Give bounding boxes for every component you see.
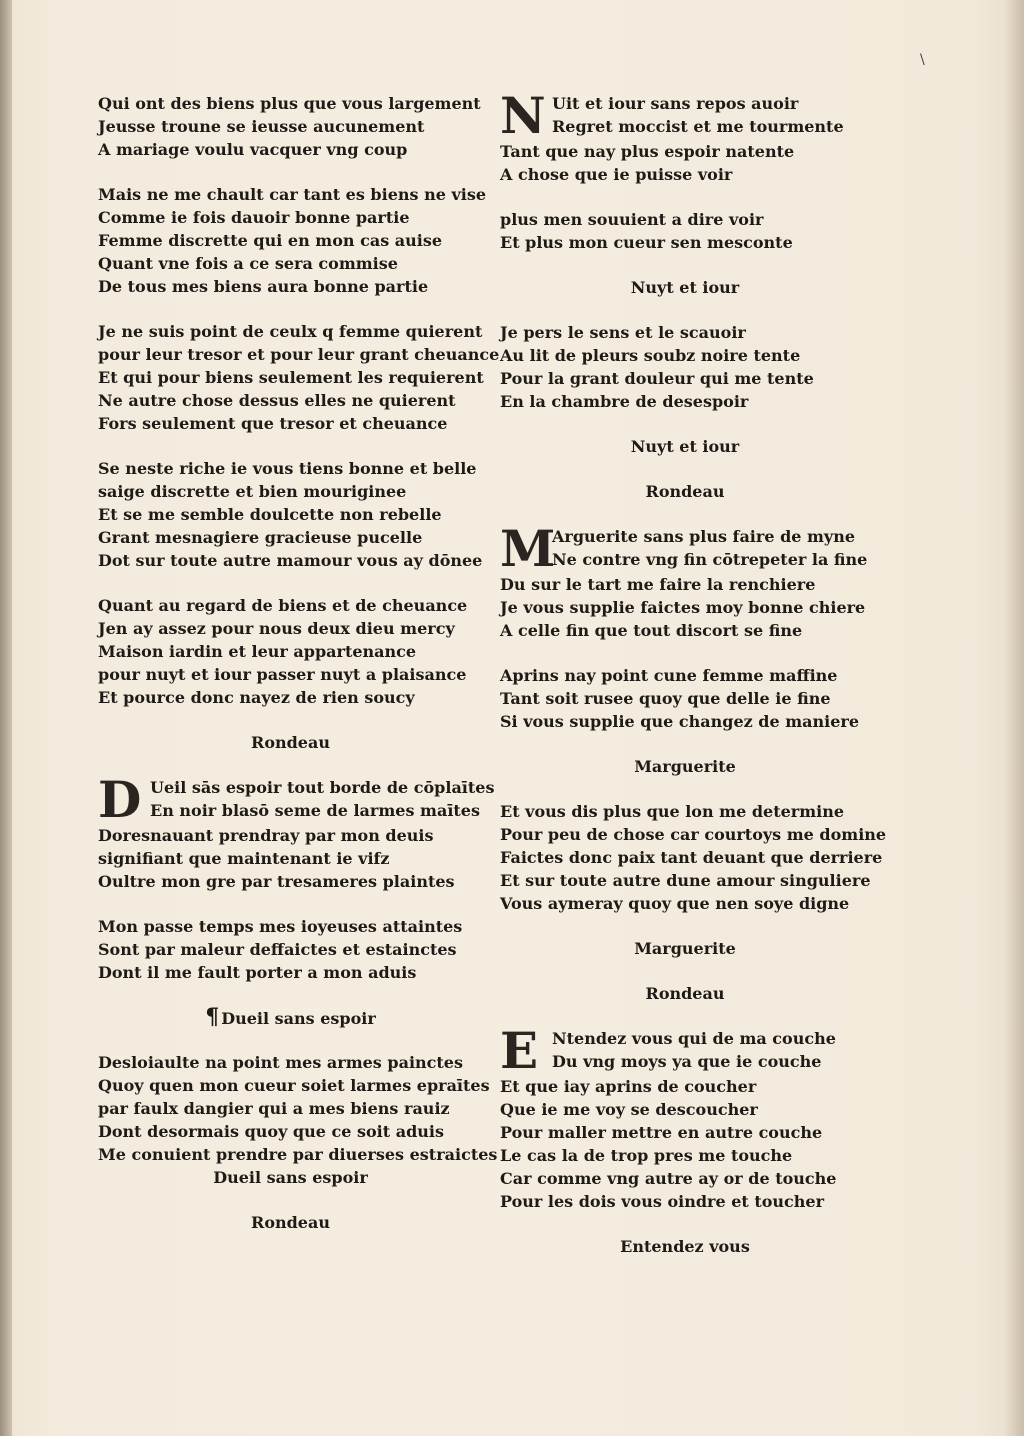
verse-line: Mais ne me chault car tant es biens ne vise xyxy=(98,185,487,204)
verse-line: Ntendez vous qui de ma couche xyxy=(552,1029,836,1048)
verse-line: Tant soit rusee quoy que delle ie fine xyxy=(500,689,831,708)
verse-line: Et vous dis plus que lon me determine xyxy=(500,802,845,821)
stanza xyxy=(98,457,483,572)
refrain: Dueil sans espoir xyxy=(213,1168,368,1187)
stanza xyxy=(98,320,500,435)
stanza xyxy=(500,1075,870,1213)
verse-line: Du sur le tart me faire la renchiere xyxy=(500,575,816,594)
stanza xyxy=(500,800,887,915)
verse-line: Dont il me fault porter a mon aduis xyxy=(98,963,417,982)
verse-line: Jen ay assez pour nous deux dieu mercy xyxy=(98,619,455,638)
section-heading: Rondeau xyxy=(645,984,725,1003)
verse-line: plus men souuient a dire voir xyxy=(500,210,764,229)
verse-line: En noir blasō seme de larmes maītes xyxy=(150,801,480,820)
drop-cap-initial: D xyxy=(98,770,142,829)
stanza xyxy=(98,915,483,984)
verse-line: Ueil sās espoir tout borde de cōplaītes xyxy=(150,778,495,797)
verse-line: Je ne suis point de ceulx q femme quierent xyxy=(98,322,483,341)
pilcrow-icon: ¶ xyxy=(205,1004,220,1030)
section-heading: Rondeau xyxy=(251,733,330,752)
rondeau-opening xyxy=(98,770,495,829)
drop-cap-initial: E xyxy=(500,1021,539,1080)
verse-line: Pour maller mettre en autre couche xyxy=(500,1123,823,1142)
verse-line: Pour peu de chose car courtoys me domine xyxy=(500,825,887,844)
verse-line: Je pers le sens et le scauoir xyxy=(500,323,746,342)
verse-line: Car comme vng autre ay or de touche xyxy=(500,1169,837,1188)
verse-line: Dot sur toute autre mamour vous ay dōnee xyxy=(98,551,483,570)
verse-line: Dont desormais quoy que ce soit aduis xyxy=(98,1122,444,1141)
verse-line: Se neste riche ie vous tiens bonne et belle xyxy=(98,459,477,478)
verse-line: De tous mes biens aura bonne partie xyxy=(98,277,429,296)
rondeau-opening xyxy=(500,1021,870,1080)
verse-line: Mon passe temps mes ioyeuses attaintes xyxy=(98,917,463,936)
verse-line: Le cas la de trop pres me touche xyxy=(500,1146,793,1165)
verse-line: Et se me semble doulcette non rebelle xyxy=(98,505,442,524)
refrain: Nuyt et iour xyxy=(630,437,740,456)
verse-line: par faulx dangier qui a mes biens rauiz xyxy=(98,1099,450,1118)
verse-line: Quoy quen mon cueur soiet larmes epraītes xyxy=(98,1076,490,1095)
stanza xyxy=(500,664,870,733)
verse-line: Me conuient prendre par diuerses estraictes xyxy=(98,1145,498,1164)
stanza xyxy=(500,321,870,413)
rondeau-opening xyxy=(500,86,870,145)
verse-line: Si vous supplie que changez de maniere xyxy=(500,712,860,731)
drop-cap-initial: M xyxy=(500,519,556,578)
section-heading: Rondeau xyxy=(645,482,725,501)
verse-line: En la chambre de desespoir xyxy=(500,392,749,411)
verse-line: Desloiaulte na point mes armes painctes xyxy=(98,1053,463,1072)
refrain: Marguerite xyxy=(634,939,736,958)
verse-line: Faictes donc paix tant deuant que derriere xyxy=(500,848,883,867)
verse-line: A celle fin que tout discort se fine xyxy=(500,621,803,640)
page-edge xyxy=(1002,0,1024,1436)
verse-line: Arguerite sans plus faire de myne xyxy=(552,527,856,546)
verse-line: pour leur tresor et pour leur grant cheuance xyxy=(98,345,500,364)
refrain xyxy=(98,1006,483,1029)
binding-gutter xyxy=(0,0,12,1436)
verse-line: Je vous supplie faictes moy bonne chiere xyxy=(500,598,866,617)
verse-line: signifiant que maintenant ie vifz xyxy=(98,849,390,868)
verse-line: Doresnauant prendray par mon deuis xyxy=(98,826,434,845)
verse-line: Aprins nay point cune femme maffine xyxy=(500,666,838,685)
stanza xyxy=(98,1051,498,1166)
verse-line: pour nuyt et iour passer nuyt a plaisance xyxy=(98,665,467,684)
verse-line: Sont par maleur deffaictes et estainctes xyxy=(98,940,457,959)
stanza xyxy=(98,183,487,298)
verse-line: Maison iardin et leur appartenance xyxy=(98,642,417,661)
refrain: Entendez vous xyxy=(620,1237,750,1256)
verse-line: Ne contre vng fin cōtrepeter la fine xyxy=(552,550,868,569)
verse-line: Du vng moys ya que ie couche xyxy=(552,1052,822,1071)
verse-line: Ne autre chose dessus elles ne quierent xyxy=(98,391,456,410)
stanza xyxy=(500,140,870,186)
verse-line: Jeusse troune se ieusse aucunement xyxy=(98,117,425,136)
verse-line: Pour la grant douleur qui me tente xyxy=(500,369,814,388)
verse-line: Et sur toute autre dune amour singuliere xyxy=(500,871,871,890)
verse-line: Au lit de pleurs soubz noire tente xyxy=(500,346,801,365)
verse-line: Et pource donc nayez de rien soucy xyxy=(98,688,415,707)
verse-line: Que ie me voy se descoucher xyxy=(500,1100,758,1119)
drop-cap-initial: N xyxy=(500,86,546,145)
stanza xyxy=(98,824,483,893)
verse-line: Oultre mon gre par tresameres plaintes xyxy=(98,872,455,891)
verse-line: Quant au regard de biens et de cheuance xyxy=(98,596,468,615)
verse-line: Qui ont des biens plus que vous largement xyxy=(98,94,481,113)
left-column xyxy=(98,92,500,1234)
verse-line: Femme discrette qui en mon cas auise xyxy=(98,231,443,250)
verse-line: Regret moccist et me tourmente xyxy=(552,117,844,136)
verse-line: Grant mesnagiere gracieuse pucelle xyxy=(98,528,423,547)
verse-line: Et qui pour biens seulement les requierent xyxy=(98,368,484,387)
verse-line: A chose que ie puisse voir xyxy=(500,165,733,184)
stanza xyxy=(500,573,870,642)
corner-mark: \ xyxy=(920,52,925,68)
verse-line: Pour les dois vous oindre et toucher xyxy=(500,1192,825,1211)
verse-line: Et que iay aprins de coucher xyxy=(500,1077,757,1096)
refrain: Nuyt et iour xyxy=(630,278,740,297)
verse-line: A mariage voulu vacquer vng coup xyxy=(98,140,408,159)
verse-line: Uit et iour sans repos auoir xyxy=(552,94,799,113)
stanza xyxy=(98,594,483,709)
section-heading: Rondeau xyxy=(251,1213,330,1232)
verse-line: Vous aymeray quoy que nen soye digne xyxy=(500,894,850,913)
verse-line: Tant que nay plus espoir natente xyxy=(500,142,795,161)
verse-line: saige discrette et bien mouriginee xyxy=(98,482,407,501)
refrain: Marguerite xyxy=(634,757,736,776)
refrain-text: Dueil sans espoir xyxy=(221,1009,376,1028)
stanza xyxy=(98,92,483,161)
verse-line: Quant vne fois a ce sera commise xyxy=(98,254,398,273)
verse-line: Comme ie fois dauoir bonne partie xyxy=(98,208,410,227)
right-column xyxy=(500,86,887,1258)
verse-line: Et plus mon cueur sen mesconte xyxy=(500,233,793,252)
stanza xyxy=(500,208,870,254)
rondeau-opening xyxy=(500,519,870,578)
verse-line: Fors seulement que tresor et cheuance xyxy=(98,414,448,433)
